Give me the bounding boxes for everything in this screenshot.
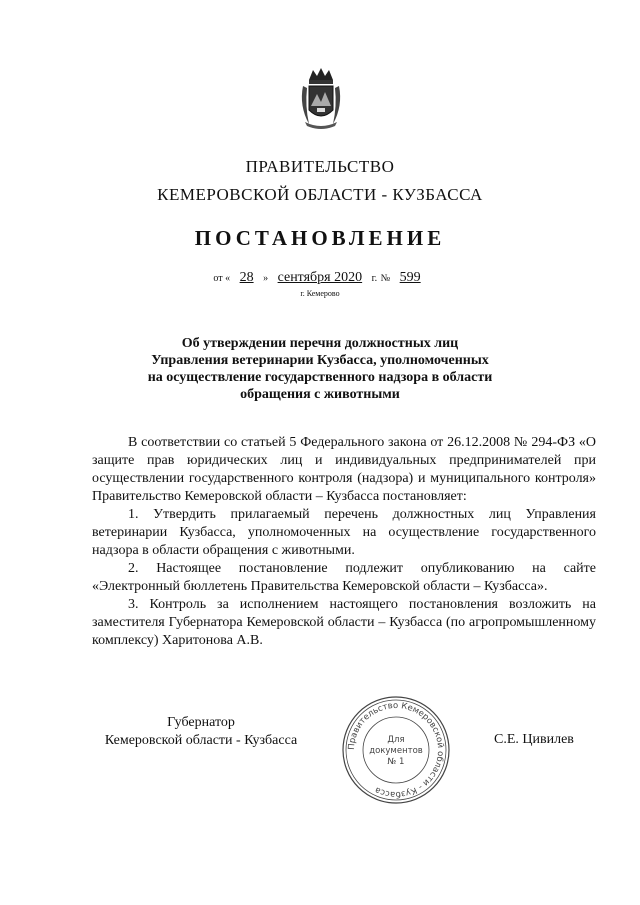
city-label: г. Кемерово	[300, 289, 340, 298]
date-day-close: »	[263, 273, 269, 284]
number-prefix: №	[380, 273, 391, 284]
signatory-name: С.Е. Цивилев	[494, 732, 574, 747]
signatory-position-line1: Губернатор	[167, 715, 235, 730]
stamp-center-line1: Для	[387, 735, 405, 745]
stamp-center-line3: № 1	[387, 757, 405, 767]
document-title	[140, 335, 500, 403]
official-stamp	[340, 694, 452, 806]
signatory-position	[90, 714, 312, 750]
body-paragraph: 1. Утвердить прилагаемый перечень должностных лиц Управления ветеринарии Кузбасса, уполномоченных на осуществление государственного надзора в области обращения с животными.	[92, 507, 596, 558]
title-line: Об утверждении перечня должностных лиц	[181, 336, 459, 351]
government-name-line1: ПРАВИТЕЛЬСТВО	[245, 157, 395, 176]
title-line: Управления ветеринарии Кузбасса, уполномоченных	[151, 353, 489, 368]
government-name-line2: КЕМЕРОВСКОЙ ОБЛАСТИ - КУЗБАССА	[157, 185, 483, 204]
document-body	[92, 434, 596, 650]
date-prefix: от «	[213, 273, 231, 284]
body-paragraph: 3. Контроль за исполнением настоящего постановления возложить на заместителя Губернатора Кемеровской области – Кузбасса (по агропромышленному комплексу) Харитонова А.В.	[92, 597, 596, 648]
date-number-line	[0, 270, 640, 286]
stamp-center-line2: документов	[369, 746, 423, 756]
document-number: 599	[399, 270, 421, 285]
title-line: на осуществление государственного надзора в области	[147, 370, 493, 385]
title-line: обращения с животными	[240, 387, 400, 402]
body-paragraph: В соответствии со статьей 5 Федерального закона от 26.12.2008 № 294-ФЗ «О защите прав юридических лиц и индивидуальных предпринимателей при осуществлении государственного контроля (надзора) и муниципального контроля» Правительство Кемеровской области – Кузбасса постановляет:	[92, 435, 596, 504]
year-suffix: г.	[371, 273, 378, 284]
coat-of-arms-icon	[297, 66, 345, 130]
signatory-position-line2: Кемеровской области - Кузбасса	[104, 733, 298, 748]
stamp-ring-text: Правительство Кемеровской области - Кузбасса	[346, 700, 446, 800]
body-paragraph: 2. Настоящее постановление подлежит опубликованию на сайте «Электронный бюллетень Правительства Кемеровской области – Кузбасса».	[92, 561, 596, 594]
date-month-year: сентября 2020	[277, 270, 363, 285]
document-type-heading: ПОСТАНОВЛЕНИЕ	[194, 226, 446, 250]
date-day: 28	[239, 270, 254, 285]
